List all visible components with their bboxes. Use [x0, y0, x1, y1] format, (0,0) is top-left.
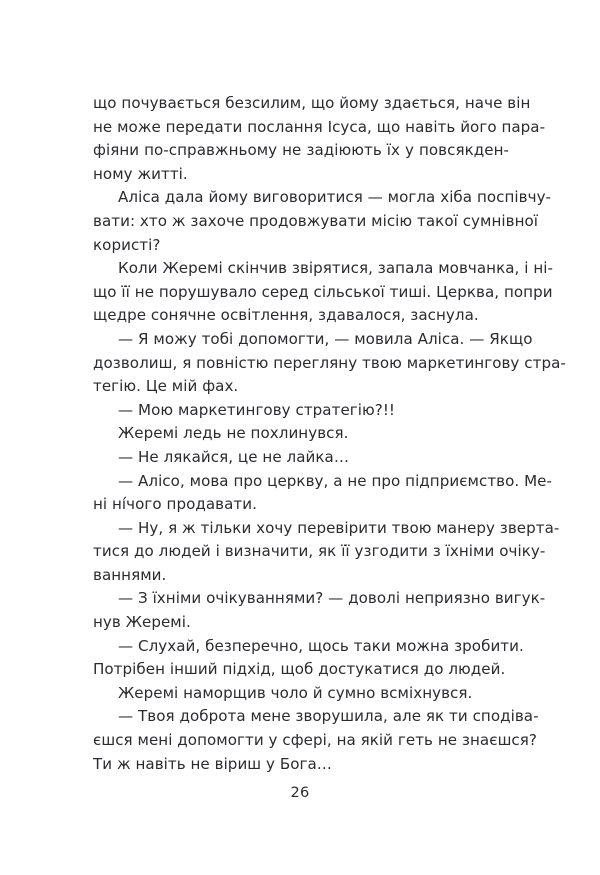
paragraph: [93, 422, 509, 446]
text-line: фіяни по-справжньому не задіюють їх у повсякден-: [93, 141, 509, 160]
text-line: Жеремі ледь не похлинувся.: [118, 424, 349, 443]
text-line: тися до людей і визначити, як її узгодити з їхніми очіку-: [93, 542, 546, 561]
page-text-block: [93, 92, 566, 776]
paragraph-list: [93, 92, 566, 776]
text-line: Потрібен інший підхід, щоб достукатися до людей.: [93, 660, 506, 679]
page-number: 26: [290, 785, 310, 801]
text-line: користі?: [93, 235, 161, 254]
paragraph: [93, 705, 539, 776]
paragraph: [93, 399, 509, 423]
text-line: не може передати послання Ісуса, що навіть його пара-: [93, 117, 546, 136]
text-line: дозволиш, я повністю перегляну твою маркетингову стра-: [93, 353, 566, 372]
text-line: — Я можу тобі допомогти, — мовила Аліса. — Якщо: [118, 329, 533, 348]
paragraph: [93, 257, 553, 328]
text-line: — Мою маркетингову стратегію?!!: [118, 400, 396, 419]
text-line: ні нíчого продавати.: [93, 495, 257, 514]
text-line: нув Жеремі.: [93, 613, 191, 632]
text-line: щедре сонячне освітлення, здавалося, заснула.: [93, 306, 479, 325]
text-line: — Слухай, безперечно, щось таки можна зробити.: [118, 636, 524, 655]
paragraph: [93, 446, 509, 470]
text-line: тегію. Це мій фах.: [93, 377, 239, 396]
text-line: — З їхніми очікуваннями? — доволі неприязно вигук-: [118, 589, 546, 608]
text-line: єшся мені допомогти у сфері, на якій геть не знаєшся?: [93, 731, 537, 750]
paragraph: [93, 635, 524, 682]
paragraph: [93, 517, 560, 588]
text-line: — Алісо, мова про церкву, а не про підприємство. Ме-: [118, 471, 552, 490]
paragraph: [93, 587, 546, 634]
text-line: — Ну, я ж тільки хочу перевірити твою манеру зверта-: [118, 518, 560, 537]
text-line: що її не порушувало серед сільської тиші. Церква, попри: [93, 282, 553, 301]
paragraph: [93, 186, 552, 257]
text-line: ваннями.: [93, 565, 167, 584]
text-line: — Не лякайся, це не лайка…: [118, 447, 349, 466]
paragraph: [93, 470, 552, 517]
paragraph: [93, 92, 546, 186]
text-line: ному житті.: [93, 164, 188, 183]
text-line: — Твоя доброта мене зворушила, але як ти сподіва-: [118, 707, 539, 726]
paragraph: [93, 328, 566, 399]
text-line: Коли Жеремі скінчив звірятися, запала мовчанка, і ні-: [118, 259, 553, 278]
paragraph: [93, 682, 509, 706]
text-line: вати: хто ж захоче продовжувати місію такої сумнівної: [93, 211, 539, 230]
text-line: Аліса дала йому виговоритися — могла хіба поспівчу-: [118, 188, 552, 207]
text-line: Жеремі наморщив чоло й сумно всміхнувся.: [118, 683, 473, 702]
text-line: Ти ж навіть не віриш у Бога…: [93, 754, 332, 773]
text-line: що почувається безсилим, що йому здається, наче він: [93, 94, 531, 112]
